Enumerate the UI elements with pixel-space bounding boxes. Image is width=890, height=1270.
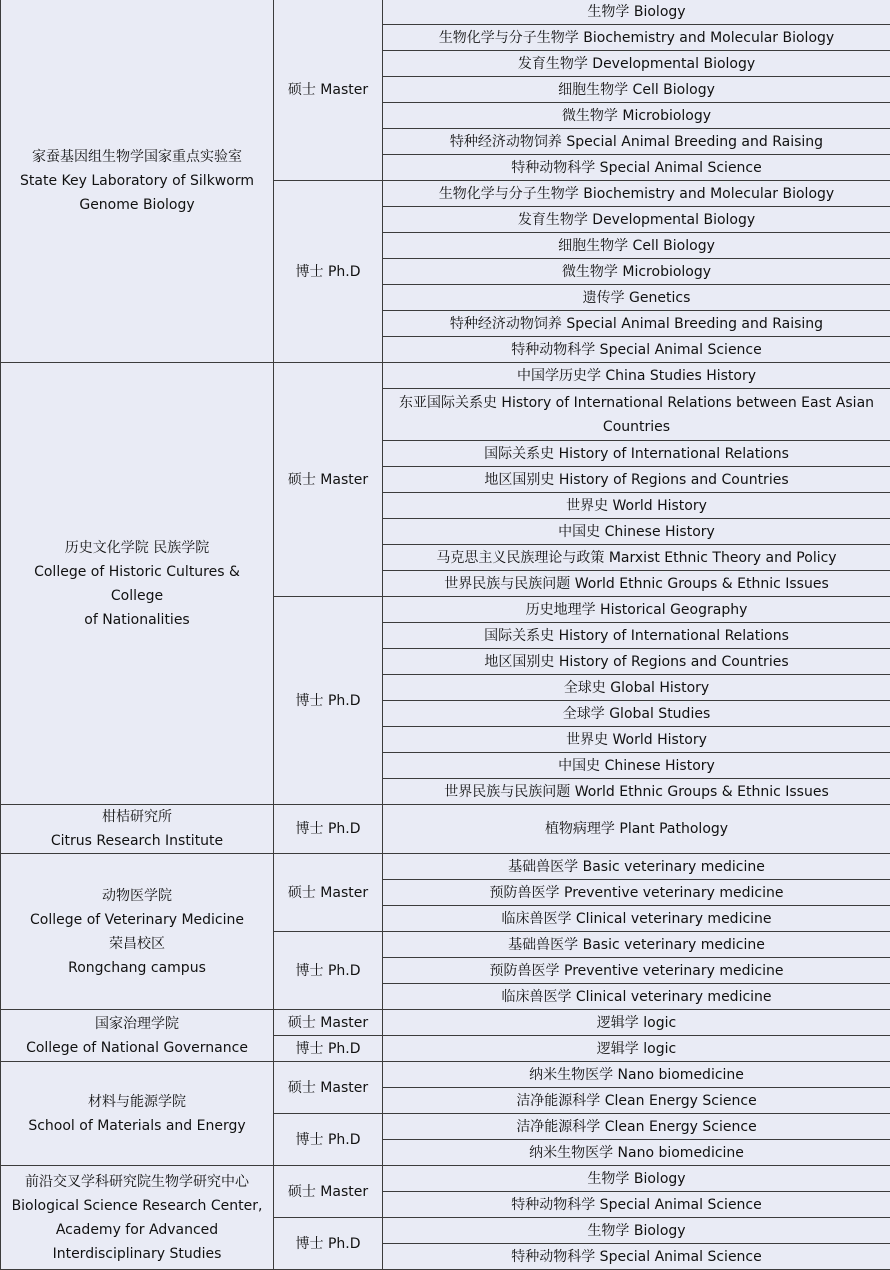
institute-name-line: 家蚕基因组生物学国家重点实验室 (32, 148, 242, 165)
major-cell: 生物化学与分子生物学 Biochemistry and Molecular Biology (383, 25, 890, 51)
major-cell: 世界民族与民族问题 World Ethnic Groups & Ethnic Issues (383, 779, 890, 805)
major-cell: 世界民族与民族问题 World Ethnic Groups & Ethnic Issues (383, 571, 890, 597)
major-cell: 细胞生物学 Cell Biology (383, 233, 890, 259)
major-cell: 特种动物科学 Special Animal Science (383, 155, 890, 181)
institute-name-line: Interdisciplinary Studies (52, 1245, 222, 1262)
major-cell: 洁净能源科学 Clean Energy Science (383, 1088, 890, 1114)
degree-cell: 博士 Ph.D (274, 1114, 383, 1166)
institute-cell (1, 1010, 274, 1062)
institute-cell (1, 1062, 274, 1166)
institute-cell (1, 805, 274, 854)
major-cell: 国际关系史 History of International Relations (383, 441, 890, 467)
major-cell: 生物学 Biology (383, 1166, 890, 1192)
table-row (1, 363, 890, 389)
table-row (1, 805, 890, 854)
institute-name-line: Citrus Research Institute (50, 833, 224, 849)
major-cell: 植物病理学 Plant Pathology (383, 805, 890, 854)
institute-name-line: College of Veterinary Medicine (30, 911, 244, 928)
major-cell: 东亚国际关系史 History of International Relations between East Asian Countries (383, 389, 890, 441)
institute-name-line: School of Materials and Energy (28, 1117, 246, 1134)
major-cell: 临床兽医学 Clinical veterinary medicine (383, 906, 890, 932)
institute-name-line: 动物医学院 (102, 887, 172, 904)
institute-name-line: 柑桔研究所 (102, 809, 172, 825)
institute-name-line: 荣昌校区 (109, 935, 165, 952)
degree-cell: 硕士 Master (274, 0, 383, 181)
degree-cell: 硕士 Master (274, 363, 383, 597)
table-row (1, 1166, 890, 1192)
major-cell: 历史地理学 Historical Geography (383, 597, 890, 623)
major-cell: 特种动物科学 Special Animal Science (383, 337, 890, 363)
major-cell: 地区国别史 History of Regions and Countries (383, 649, 890, 675)
major-cell: 纳米生物医学 Nano biomedicine (383, 1062, 890, 1088)
institute-name-line: College of National Governance (26, 1039, 248, 1056)
major-cell: 基础兽医学 Basic veterinary medicine (383, 854, 890, 880)
major-cell: 临床兽医学 Clinical veterinary medicine (383, 984, 890, 1010)
major-cell: 发育生物学 Developmental Biology (383, 51, 890, 77)
degree-cell: 硕士 Master (274, 1010, 383, 1036)
degree-cell: 硕士 Master (274, 854, 383, 932)
degree-cell: 博士 Ph.D (274, 181, 383, 363)
major-cell: 洁净能源科学 Clean Energy Science (383, 1114, 890, 1140)
institute-name-line: 国家治理学院 (95, 1015, 179, 1032)
degree-cell: 博士 Ph.D (274, 597, 383, 805)
major-cell: 微生物学 Microbiology (383, 103, 890, 129)
major-cell: 全球学 Global Studies (383, 701, 890, 727)
institute-cell (1, 0, 274, 363)
degree-cell: 博士 Ph.D (274, 805, 383, 854)
major-cell: 微生物学 Microbiology (383, 259, 890, 285)
major-cell: 特种动物科学 Special Animal Science (383, 1192, 890, 1218)
major-cell: 中国史 Chinese History (383, 753, 890, 779)
major-cell: 基础兽医学 Basic veterinary medicine (383, 932, 890, 958)
major-cell: 预防兽医学 Preventive veterinary medicine (383, 880, 890, 906)
major-cell: 全球史 Global History (383, 675, 890, 701)
major-cell: 纳米生物医学 Nano biomedicine (383, 1140, 890, 1166)
major-cell: 中国学历史学 China Studies History (383, 363, 890, 389)
degree-cell: 硕士 Master (274, 1062, 383, 1114)
institute-name-line: 材料与能源学院 (88, 1093, 186, 1110)
major-cell: 中国史 Chinese History (383, 519, 890, 545)
major-cell: 地区国别史 History of Regions and Countries (383, 467, 890, 493)
major-cell: 特种经济动物饲养 Special Animal Breeding and Raising (383, 129, 890, 155)
institute-cell (1, 854, 274, 1010)
major-cell: 国际关系史 History of International Relations (383, 623, 890, 649)
major-cell: 生物化学与分子生物学 Biochemistry and Molecular Biology (383, 181, 890, 207)
major-cell: 逻辑学 logic (383, 1010, 890, 1036)
major-cell: 遗传学 Genetics (383, 285, 890, 311)
table-row (1, 854, 890, 880)
major-cell: 细胞生物学 Cell Biology (383, 77, 890, 103)
major-cell: 预防兽医学 Preventive veterinary medicine (383, 958, 890, 984)
institute-name-line: 历史文化学院 民族学院 (64, 539, 210, 556)
institute-name-line: of Nationalities (84, 611, 190, 628)
degree-cell: 博士 Ph.D (274, 932, 383, 1010)
degree-cell: 博士 Ph.D (274, 1218, 383, 1270)
table-row (1, 1062, 890, 1088)
institute-name-line: Academy for Advanced (55, 1221, 219, 1238)
table-row (1, 1010, 890, 1036)
major-cell: 马克思主义民族理论与政策 Marxist Ethnic Theory and Policy (383, 545, 890, 571)
degree-cell: 博士 Ph.D (274, 1036, 383, 1062)
institute-name-line: State Key Laboratory of Silkworm (20, 172, 254, 189)
major-cell: 世界史 World History (383, 493, 890, 519)
major-cell: 生物学 Biology (383, 0, 890, 25)
major-cell: 逻辑学 logic (383, 1036, 890, 1062)
institute-name-line: 前沿交叉学科研究院生物学研究中心 (25, 1173, 249, 1190)
institute-cell (1, 1166, 274, 1270)
institute-cell (1, 363, 274, 805)
major-cell: 生物学 Biology (383, 1218, 890, 1244)
institute-name-line: Rongchang campus (68, 959, 206, 976)
major-cell: 特种动物科学 Special Animal Science (383, 1244, 890, 1270)
degree-cell: 硕士 Master (274, 1166, 383, 1218)
table-row (1, 0, 890, 25)
institute-name-line: College of Historic Cultures & College (34, 563, 240, 604)
major-cell: 世界史 World History (383, 727, 890, 753)
major-cell: 特种经济动物饲养 Special Animal Breeding and Raising (383, 311, 890, 337)
institute-name-line: Biological Science Research Center, (11, 1197, 263, 1214)
institute-name-line: Genome Biology (79, 196, 195, 213)
major-cell: 发育生物学 Developmental Biology (383, 207, 890, 233)
